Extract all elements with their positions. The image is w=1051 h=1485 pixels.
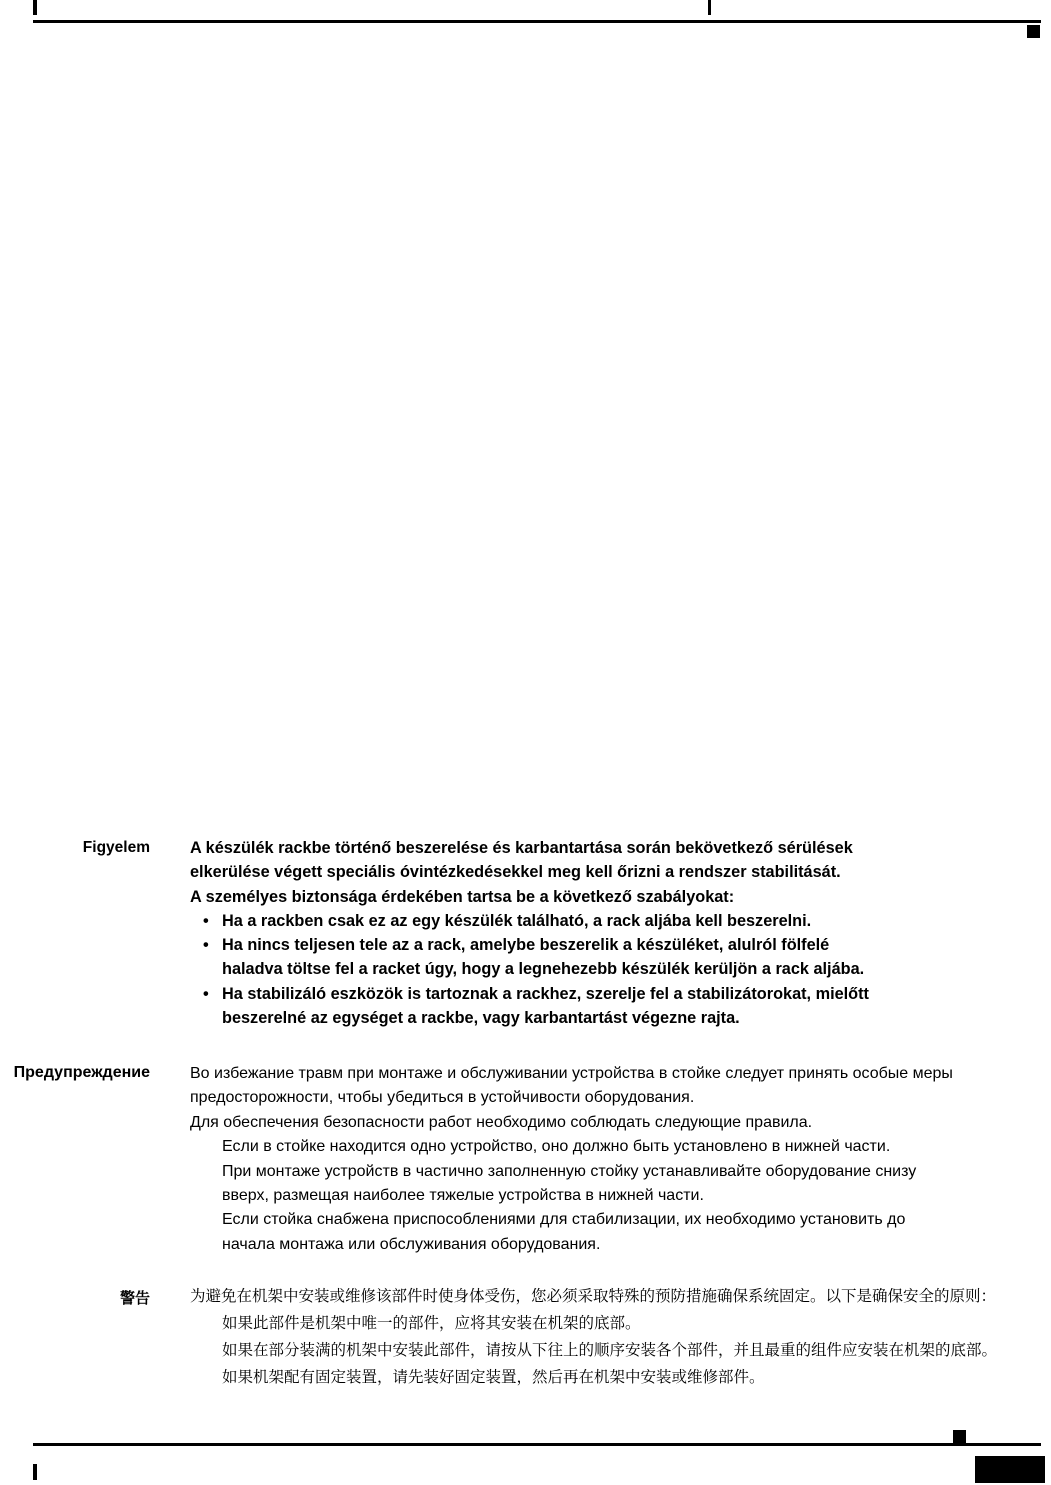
text-line: Ha stabilizáló eszközök is tartoznak a rackhez, szerelje fel a stabilizátorokat, mielőtt <box>222 984 869 1003</box>
footer-square-marker <box>953 1430 966 1443</box>
warning-sub-item <box>190 1160 953 1209</box>
warning-sub-item <box>190 1337 997 1364</box>
header-rule <box>33 20 1041 23</box>
text-line: elkerülése végett speciális óvintézkedésekkel meg kell őrizni a rendszer stabilitását. <box>190 863 841 882</box>
text-line: A készülék rackbe történő beszerelése és karbantartása során bekövetkező sérülések <box>190 839 853 857</box>
text-line: Ha nincs teljesen tele az a rack, amelybe beszerelik a készüléket, alulról fölfelé <box>222 936 830 955</box>
bullet-text <box>222 933 864 982</box>
warning-label-hungarian: Figyelem <box>82 839 150 856</box>
text-line: начала монтажа или обслуживания оборудования. <box>222 1235 601 1253</box>
warning-body-russian <box>190 1062 953 1257</box>
warning-body-hungarian <box>190 836 869 1030</box>
warning-sub-item <box>190 1310 997 1337</box>
warning-sub-item <box>190 1135 953 1159</box>
text-line: Если стойка снабжена приспособлениями для стабилизации, их необходимо установить до <box>222 1211 906 1229</box>
text-line: 如果此部件是机架中唯一的部件，应将其安装在机架的底部。 <box>222 1315 641 1332</box>
warning-sub-item <box>190 1208 953 1257</box>
warning-body-chinese <box>190 1283 997 1391</box>
text-line: Для обеспечения безопасности работ необходимо соблюдать следующие правила. <box>190 1113 813 1131</box>
bullet-icon: • <box>203 984 209 1003</box>
text-line: Если в стойке находится одно устройство, оно должно быть установлено в нижней части. <box>222 1138 891 1156</box>
crop-mark-bottom-left <box>33 1464 37 1480</box>
text-line: 如果在部分装满的机架中安装此部件，请按从下往上的顺序安装各个部件，并且最重的组件应安装在机架的底部。 <box>222 1342 998 1359</box>
text-line: beszerelné az egységet a rackbe, vagy karbantartást végezne rajta. <box>222 1009 740 1028</box>
text-line: haladva töltse fel a racket úgy, hogy a legnehezebb készülék kerüljön a rack aljába. <box>222 960 865 979</box>
text-line: Во избежание травм при монтаже и обслуживании устройства в стойке следует принять особые меры <box>190 1065 953 1082</box>
text-line: 为避免在机架中安装或维修该部件时使身体受伤，您必须采取特殊的预防措施确保系统固定。以下是确保安全的原则： <box>190 1288 997 1305</box>
page-number-box <box>975 1456 1045 1483</box>
bullet-text <box>222 982 869 1031</box>
warning-bullet-item <box>190 982 869 1031</box>
warning-label-russian: Предупреждение <box>13 1064 150 1081</box>
warning-sub-item <box>190 1364 997 1391</box>
corner-square-top-right <box>1027 25 1040 38</box>
bullet-text <box>222 909 811 933</box>
warning-bullet-item <box>190 933 869 982</box>
text-line: 如果机架配有固定装置，请先装好固定装置，然后再在机架中安装或维修部件。 <box>222 1369 765 1386</box>
text-line: При монтаже устройств в частично заполненную стойку устанавливайте оборудование снизу <box>222 1162 917 1180</box>
bullet-icon: • <box>203 911 209 930</box>
crop-mark-top-left <box>33 0 37 15</box>
text-line: вверх, размещая наиболее тяжелые устройства в нижней части. <box>222 1187 704 1205</box>
bullet-icon: • <box>203 936 209 955</box>
footer-rule <box>33 1443 1041 1446</box>
text-line: предосторожности, чтобы убедиться в устойчивости оборудования. <box>190 1089 695 1107</box>
warning-bullet-item <box>190 909 869 933</box>
text-line: A személyes biztonsága érdekében tartsa be a következő szabályokat: <box>190 887 735 906</box>
fold-mark-top-center <box>708 0 711 15</box>
warning-label-chinese: 警告 <box>119 1290 150 1307</box>
text-line: Ha a rackben csak ez az egy készülék található, a rack aljába kell beszerelni. <box>222 911 812 930</box>
